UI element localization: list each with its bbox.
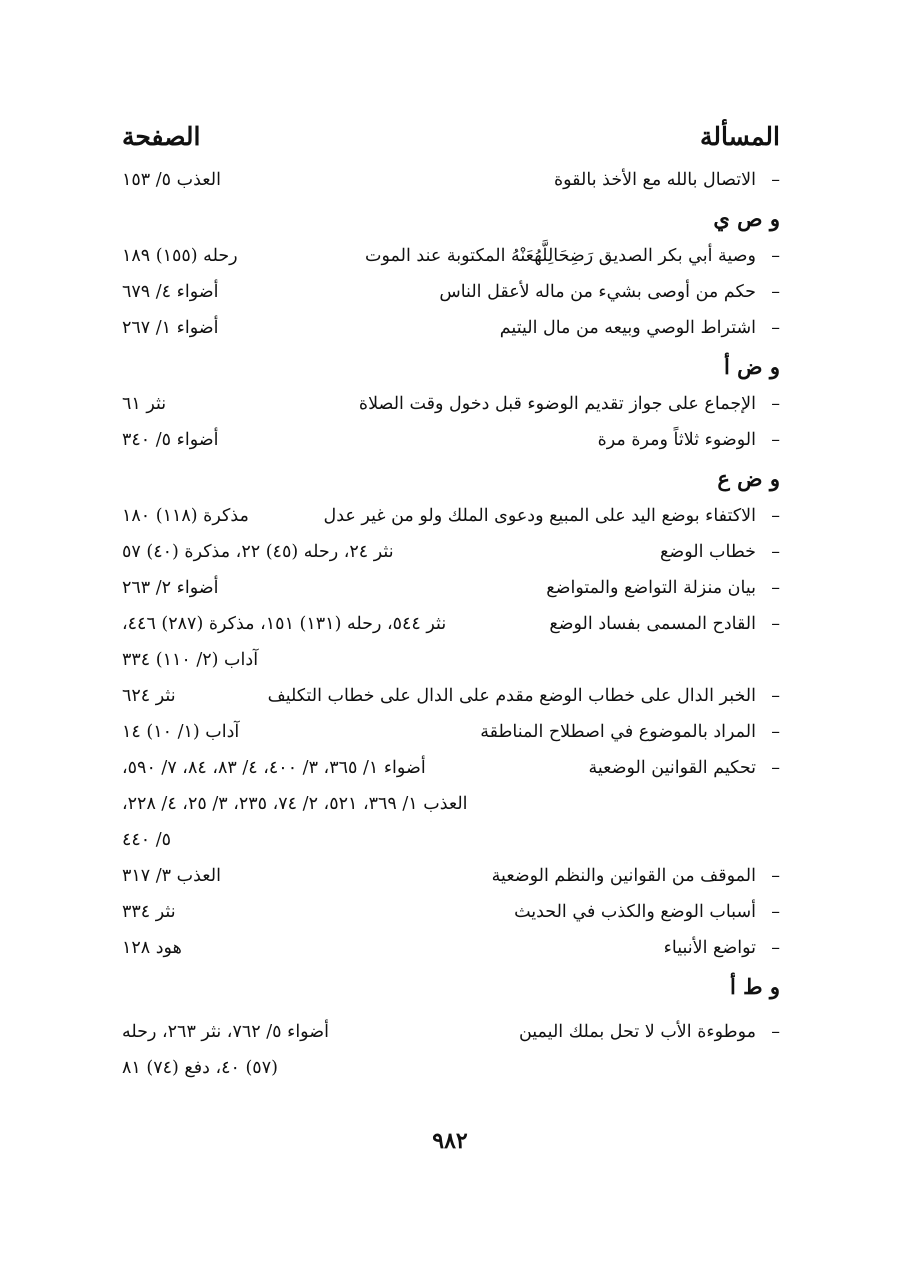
entry-topic: الوضوء ثلاثاً ومرة مرة bbox=[597, 430, 756, 450]
entry-reference: آداب (٢/ ١١٠) ٣٣٤ bbox=[122, 650, 259, 670]
index-entry bbox=[122, 864, 780, 900]
entry-dash: – bbox=[771, 938, 780, 958]
index-entry bbox=[122, 316, 780, 352]
entry-reference: أضواء ١/ ٣٦٥، ٣/ ٤٠٠، ٤/ ٨٣، ٨٤، ٧/ ٥٩٠، bbox=[122, 758, 426, 778]
index-entry bbox=[122, 720, 780, 756]
index-entry-continuation bbox=[122, 1056, 780, 1092]
header-page-title: الصفحة bbox=[122, 122, 201, 151]
index-entry bbox=[122, 540, 780, 576]
entry-dash: – bbox=[771, 506, 780, 526]
index-entry bbox=[122, 936, 780, 972]
entry-dash: – bbox=[771, 170, 780, 190]
entry-topic: حكم من أوصى بشيء من ماله لأعقل الناس bbox=[439, 282, 756, 302]
section-heading: و ض ع bbox=[717, 466, 780, 491]
entry-topic: موطوءة الأب لا تحل بملك اليمين bbox=[518, 1022, 756, 1042]
entry-dash: – bbox=[771, 282, 780, 302]
entry-topic: وصية أبي بكر الصديق رَضِحَالِلَّهُعَنْهُ المكتوبة عند الموت bbox=[365, 246, 756, 266]
index-entry bbox=[122, 756, 780, 792]
entry-reference: نثر ٦٢٤ bbox=[122, 686, 176, 706]
index-entry bbox=[122, 504, 780, 540]
entry-dash: – bbox=[771, 614, 780, 634]
entry-reference: نثر ٣٣٤ bbox=[122, 902, 176, 922]
entry-reference: ٥/ ٤٤٠ bbox=[122, 830, 172, 850]
entry-dash: – bbox=[771, 866, 780, 886]
entry-dash: – bbox=[771, 430, 780, 450]
entry-reference: أضواء ١/ ٢٦٧ bbox=[122, 318, 219, 338]
entry-dash: – bbox=[771, 542, 780, 562]
entry-topic: الاكتفاء بوضع اليد على المبيع ودعوى الملك ولو من غير عدل bbox=[323, 506, 756, 526]
index-entry-continuation bbox=[122, 792, 780, 828]
index-entry-continuation bbox=[122, 648, 780, 684]
entry-reference: أضواء ٤/ ٦٧٩ bbox=[122, 282, 219, 302]
index-entry bbox=[122, 168, 780, 204]
header-issue-title: المسألة bbox=[700, 122, 780, 151]
entry-reference: آداب (١/ ١٠) ١٤ bbox=[122, 722, 240, 742]
entry-dash: – bbox=[771, 394, 780, 414]
section-spacer bbox=[122, 1012, 780, 1020]
index-entry bbox=[122, 612, 780, 648]
entry-reference: نثر ٥٤٤، رحله (١٣١) ١٥١، مذكرة (٢٨٧) ٤٤٦، bbox=[122, 614, 447, 634]
entry-reference: أضواء ٥/ ٧٦٢، نثر ٢٦٣، رحله bbox=[122, 1022, 329, 1042]
entry-reference: العذب ١/ ٣٦٩، ٥٢١، ٢/ ٧٤، ٢٣٥، ٣/ ٢٥، ٤/ ٢٢٨، bbox=[122, 794, 468, 814]
entry-reference: العذب ٥/ ١٥٣ bbox=[122, 170, 221, 190]
entry-dash: – bbox=[771, 318, 780, 338]
entry-reference: العذب ٣/ ٣١٧ bbox=[122, 866, 221, 886]
entry-reference: أضواء ٢/ ٢٦٣ bbox=[122, 578, 219, 598]
entry-dash: – bbox=[771, 246, 780, 266]
index-entry bbox=[122, 280, 780, 316]
entry-reference: مذكرة (١١٨) ١٨٠ bbox=[122, 506, 249, 526]
entry-reference: نثر ٦١ bbox=[122, 394, 167, 414]
entry-reference: أضواء ٥/ ٣٤٠ bbox=[122, 430, 219, 450]
section-heading: و ط أ bbox=[729, 974, 780, 999]
index-entry bbox=[122, 392, 780, 428]
index-entry bbox=[122, 900, 780, 936]
entry-topic: الموقف من القوانين والنظم الوضعية bbox=[491, 866, 756, 886]
page-header bbox=[122, 122, 780, 162]
entry-reference: نثر ٢٤، رحله (٤٥) ٢٢، مذكرة (٤٠) ٥٧ bbox=[122, 542, 394, 562]
entry-topic: الاتصال بالله مع الأخذ بالقوة bbox=[553, 170, 756, 190]
entry-topic: بيان منزلة التواضع والمتواضع bbox=[546, 578, 756, 598]
entry-topic: الخبر الدال على خطاب الوضع مقدم على الدال على خطاب التكليف bbox=[267, 686, 756, 706]
entry-dash: – bbox=[771, 1022, 780, 1042]
index-entry bbox=[122, 1020, 780, 1056]
page-number: ٩٨٢ bbox=[432, 1128, 468, 1154]
index-content bbox=[122, 168, 780, 1092]
index-entry bbox=[122, 244, 780, 280]
entry-topic: خطاب الوضع bbox=[660, 542, 756, 562]
index-entry-continuation bbox=[122, 828, 780, 864]
entry-reference: هود ١٢٨ bbox=[122, 938, 182, 958]
entry-topic: الإجماع على جواز تقديم الوضوء قبل دخول وقت الصلاة bbox=[358, 394, 756, 414]
entry-topic: القادح المسمى بفساد الوضع bbox=[549, 614, 756, 634]
section-heading: و ص ي bbox=[713, 206, 780, 231]
entry-topic: المراد بالموضوع في اصطلاح المناطقة bbox=[480, 722, 756, 742]
entry-reference: رحله (١٥٥) ١٨٩ bbox=[122, 246, 238, 266]
entry-dash: – bbox=[771, 686, 780, 706]
entry-topic: تحكيم القوانين الوضعية bbox=[588, 758, 756, 778]
index-entry bbox=[122, 428, 780, 464]
entry-topic: اشتراط الوصي وبيعه من مال اليتيم bbox=[499, 318, 756, 338]
entry-topic: تواضع الأنبياء bbox=[663, 938, 756, 958]
entry-dash: – bbox=[771, 578, 780, 598]
index-entry bbox=[122, 684, 780, 720]
entry-dash: – bbox=[771, 758, 780, 778]
entry-reference: (٥٧) ٤٠، دفع (٧٤) ٨١ bbox=[122, 1058, 278, 1078]
entry-dash: – bbox=[771, 902, 780, 922]
section-heading: و ض أ bbox=[724, 354, 780, 379]
entry-dash: – bbox=[771, 722, 780, 742]
entry-topic: أسباب الوضع والكذب في الحديث bbox=[514, 902, 756, 922]
index-entry bbox=[122, 576, 780, 612]
